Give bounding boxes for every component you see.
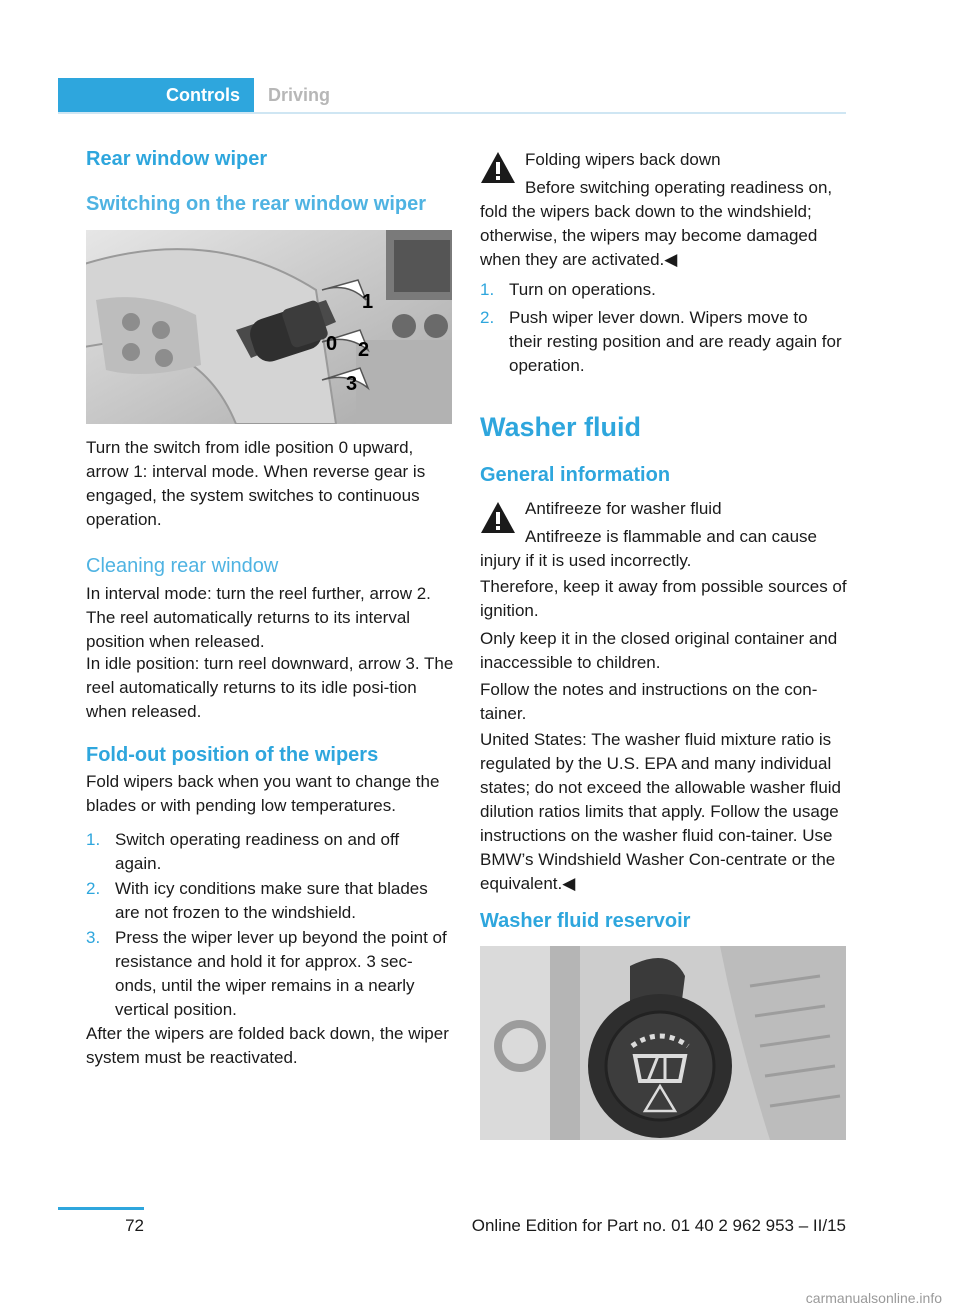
position-label-0: 0	[326, 333, 338, 355]
paragraph-turn-switch: Turn the switch from idle position 0 upward, arrow 1: interval mode. When reverse gear is engaged, the system switches to continuous operation.	[86, 438, 426, 529]
heading-rear-window-wiper: Rear window wiper	[86, 148, 268, 170]
list-item-text: Press the wiper lever up beyond the point of resistance and hold it for approx. 3 sec-onds, until the wiper remains in a nearly vertical position.	[115, 928, 447, 1019]
warning-text-rest: fold the wipers back down to the windshield; otherwise, the wipers may become damaged when they are activated.◀	[480, 202, 818, 269]
edition-info: Online Edition for Part no. 01 40 2 962 953 – II/15	[471, 1216, 846, 1235]
warning-title-folding-wipers: Folding wipers back down	[525, 150, 721, 169]
paragraph-after-fold: After the wipers are folded back down, the wiper system must be reactivated.	[86, 1024, 449, 1067]
heading-switching-on: Switching on the rear window wiper	[86, 193, 427, 215]
section-tabs	[58, 78, 846, 114]
warning-text-line1: Antifreeze is flammable and can cause	[525, 527, 817, 546]
list-item	[480, 306, 850, 380]
list-item	[86, 926, 456, 1022]
arrow-label-2: 2	[358, 339, 370, 361]
paragraph-follow-notes: Follow the notes and instructions on the con-tainer.	[480, 680, 818, 723]
watermark: carmanualsonline.info	[805, 1290, 942, 1306]
warning-text-line1: Before switching operating readiness on,	[525, 178, 833, 197]
tab-driving[interactable]: Driving	[268, 85, 331, 105]
tab-controls[interactable]: Controls	[58, 78, 254, 112]
list-item-text: With icy conditions make sure that blades are not frozen to the windshield.	[115, 879, 428, 922]
heading-washer-fluid: Washer fluid	[480, 412, 642, 442]
warning-icon	[480, 500, 516, 536]
list-item	[86, 828, 456, 876]
arrow-label-1: 1	[362, 291, 374, 313]
list-item-number: 2.	[480, 308, 495, 327]
list-item-number: 2.	[86, 879, 101, 898]
warning-text-rest: injury if it is used incorrectly.	[480, 551, 692, 570]
list-item-text: Switch operating readiness on and off again.	[115, 830, 400, 873]
warning-title-antifreeze: Antifreeze for washer fluid	[525, 499, 722, 518]
list-item-number: 3.	[86, 928, 101, 947]
paragraph-fold-wipers: Fold wipers back when you want to change the blades or with pending low temperatures.	[86, 772, 440, 815]
warning-icon	[480, 150, 516, 186]
list-item-text: Push wiper lever down. Wipers move to their resting position and are ready again for operation.	[509, 308, 842, 375]
list-item-number: 1.	[480, 280, 495, 299]
paragraph-idle-position: In idle position: turn reel downward, arrow 3. The reel automatically returns to its idle posi-tion when released.	[86, 654, 454, 721]
heading-general-information: General information	[480, 464, 671, 486]
footer-divider	[58, 1207, 144, 1210]
list-item-number: 1.	[86, 830, 101, 849]
paragraph-closed-container: Only keep it in the closed original container and inaccessible to children.	[480, 629, 838, 672]
paragraph-keep-away: Therefore, keep it away from possible sources of ignition.	[480, 577, 847, 620]
paragraph-interval-mode: In interval mode: turn the reel further, arrow 2. The reel automatically returns to its interval position when released.	[86, 584, 431, 651]
paragraph-united-states: United States: The washer fluid mixture ratio is regulated by the U.S. EPA and many individual states; do not exceed the allowable washer fluid dilution ratios limits that apply. Follow the usage instructions on the washer fluid con-tainer. Use BMW’s Windshield Washer Con-centrate or the equivalent.◀	[480, 730, 842, 893]
page-number: 72	[125, 1216, 144, 1235]
list-item-text: Turn on operations.	[509, 280, 656, 299]
wiper-lever-photo	[86, 230, 452, 424]
list-item	[86, 877, 456, 925]
heading-washer-fluid-reservoir: Washer fluid reservoir	[480, 910, 691, 932]
heading-cleaning-rear-window: Cleaning rear window	[86, 555, 279, 577]
arrow-label-3: 3	[346, 373, 358, 395]
list-item	[480, 278, 850, 304]
washer-reservoir-photo	[480, 946, 846, 1140]
heading-fold-out-position: Fold-out position of the wipers	[86, 744, 379, 766]
